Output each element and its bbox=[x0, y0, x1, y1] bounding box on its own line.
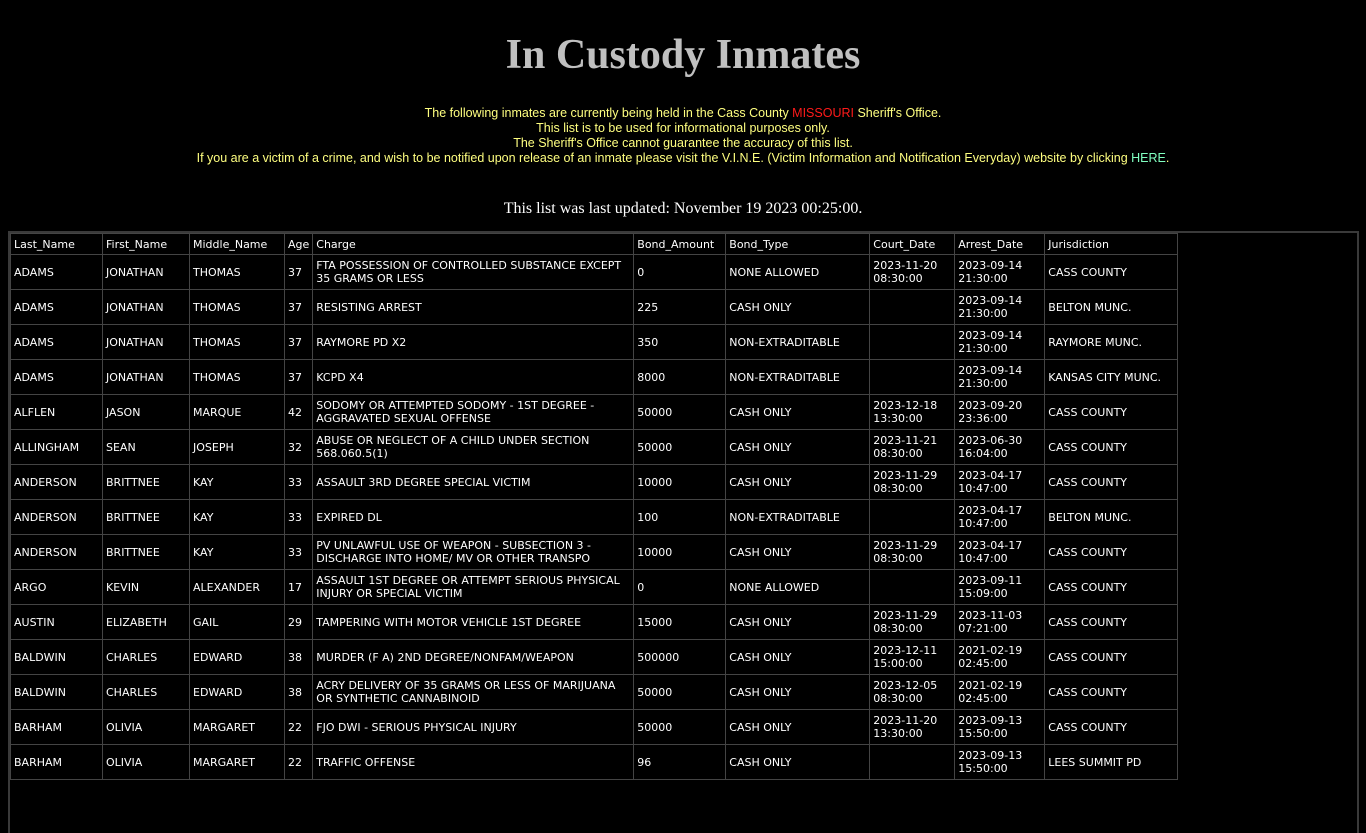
table-row bbox=[11, 605, 1178, 640]
cell-first-name: CHARLES bbox=[103, 640, 190, 675]
cell-age: 22 bbox=[285, 745, 313, 780]
cell-bond-type: NONE ALLOWED bbox=[726, 255, 870, 290]
cell-court-date bbox=[870, 290, 955, 325]
cell-bond-type: NON-EXTRADITABLE bbox=[726, 325, 870, 360]
cell-middle-name: EDWARD bbox=[190, 675, 285, 710]
column-header-bond-amount: Bond_Amount bbox=[634, 234, 726, 255]
cell-bond-amount: 8000 bbox=[634, 360, 726, 395]
cell-jurisdiction: CASS COUNTY bbox=[1045, 395, 1178, 430]
notice-text: This list is to be used for informational purposes only. bbox=[536, 121, 830, 135]
table-row bbox=[11, 290, 1178, 325]
cell-middle-name: EDWARD bbox=[190, 640, 285, 675]
cell-bond-amount: 350 bbox=[634, 325, 726, 360]
cell-age: 33 bbox=[285, 535, 313, 570]
cell-middle-name: KAY bbox=[190, 500, 285, 535]
cell-first-name: OLIVIA bbox=[103, 745, 190, 780]
cell-jurisdiction: CASS COUNTY bbox=[1045, 640, 1178, 675]
column-header-age: Age bbox=[285, 234, 313, 255]
cell-bond-amount: 500000 bbox=[634, 640, 726, 675]
cell-jurisdiction: CASS COUNTY bbox=[1045, 605, 1178, 640]
cell-bond-amount: 0 bbox=[634, 255, 726, 290]
cell-jurisdiction: CASS COUNTY bbox=[1045, 535, 1178, 570]
cell-jurisdiction: KANSAS CITY MUNC. bbox=[1045, 360, 1178, 395]
cell-charge: FJO DWI - SERIOUS PHYSICAL INJURY bbox=[313, 710, 634, 745]
cell-last-name: ALLINGHAM bbox=[11, 430, 103, 465]
cell-last-name: ADAMS bbox=[11, 325, 103, 360]
cell-jurisdiction: LEES SUMMIT PD bbox=[1045, 745, 1178, 780]
cell-bond-type: CASH ONLY bbox=[726, 640, 870, 675]
cell-arrest-date: 2023-09-14 21:30:00 bbox=[955, 255, 1045, 290]
column-header-charge: Charge bbox=[313, 234, 634, 255]
cell-charge: RAYMORE PD X2 bbox=[313, 325, 634, 360]
cell-first-name: CHARLES bbox=[103, 675, 190, 710]
cell-first-name: OLIVIA bbox=[103, 710, 190, 745]
cell-court-date bbox=[870, 325, 955, 360]
cell-court-date: 2023-11-29 08:30:00 bbox=[870, 465, 955, 500]
table-row bbox=[11, 675, 1178, 710]
cell-last-name: ADAMS bbox=[11, 360, 103, 395]
cell-age: 29 bbox=[285, 605, 313, 640]
table-row bbox=[11, 325, 1178, 360]
cell-bond-type: CASH ONLY bbox=[726, 710, 870, 745]
table-row bbox=[11, 255, 1178, 290]
cell-bond-amount: 10000 bbox=[634, 465, 726, 500]
cell-bond-amount: 96 bbox=[634, 745, 726, 780]
cell-last-name: ARGO bbox=[11, 570, 103, 605]
cell-charge: RESISTING ARREST bbox=[313, 290, 634, 325]
cell-jurisdiction: CASS COUNTY bbox=[1045, 570, 1178, 605]
cell-court-date: 2023-11-29 08:30:00 bbox=[870, 605, 955, 640]
cell-last-name: ANDERSON bbox=[11, 500, 103, 535]
notice bbox=[0, 106, 1366, 166]
cell-bond-amount: 50000 bbox=[634, 430, 726, 465]
cell-age: 33 bbox=[285, 500, 313, 535]
state-name: MISSOURI bbox=[792, 106, 854, 120]
cell-court-date: 2023-11-20 08:30:00 bbox=[870, 255, 955, 290]
cell-court-date bbox=[870, 360, 955, 395]
table-row bbox=[11, 710, 1178, 745]
cell-arrest-date: 2023-06-30 16:04:00 bbox=[955, 430, 1045, 465]
cell-middle-name: JOSEPH bbox=[190, 430, 285, 465]
cell-middle-name: MARQUE bbox=[190, 395, 285, 430]
cell-bond-type: CASH ONLY bbox=[726, 675, 870, 710]
notice-text: The Sheriff's Office cannot guarantee the accuracy of this list. bbox=[513, 136, 853, 150]
table-row bbox=[11, 360, 1178, 395]
cell-arrest-date: 2023-11-03 07:21:00 bbox=[955, 605, 1045, 640]
cell-bond-amount: 50000 bbox=[634, 395, 726, 430]
cell-middle-name: ALEXANDER bbox=[190, 570, 285, 605]
cell-bond-amount: 10000 bbox=[634, 535, 726, 570]
table-row bbox=[11, 745, 1178, 780]
cell-bond-type: CASH ONLY bbox=[726, 745, 870, 780]
cell-arrest-date: 2023-09-13 15:50:00 bbox=[955, 710, 1045, 745]
cell-bond-amount: 50000 bbox=[634, 710, 726, 745]
cell-arrest-date: 2023-09-11 15:09:00 bbox=[955, 570, 1045, 605]
inmate-table bbox=[10, 233, 1178, 780]
cell-charge: FTA POSSESSION OF CONTROLLED SUBSTANCE EXCEPT 35 GRAMS OR LESS bbox=[313, 255, 634, 290]
cell-bond-type: CASH ONLY bbox=[726, 605, 870, 640]
cell-age: 33 bbox=[285, 465, 313, 500]
cell-bond-amount: 225 bbox=[634, 290, 726, 325]
last-updated: This list was last updated: November 19 2023 00:25:00. bbox=[503, 200, 863, 217]
column-header-jurisdiction: Jurisdiction bbox=[1045, 234, 1178, 255]
cell-jurisdiction: CASS COUNTY bbox=[1045, 465, 1178, 500]
cell-first-name: SEAN bbox=[103, 430, 190, 465]
column-header-court-date: Court_Date bbox=[870, 234, 955, 255]
notice-text: If you are a victim of a crime, and wish to be notified upon release of an inmate please visit the V.I.N.E. (Victim Information and Notification Everyday) website by clicking bbox=[196, 151, 1132, 165]
cell-arrest-date: 2021-02-19 02:45:00 bbox=[955, 640, 1045, 675]
vine-here-link[interactable]: HERE bbox=[1131, 151, 1166, 165]
cell-age: 38 bbox=[285, 675, 313, 710]
cell-first-name: BRITTNEE bbox=[103, 500, 190, 535]
cell-bond-type: CASH ONLY bbox=[726, 430, 870, 465]
cell-arrest-date: 2023-04-17 10:47:00 bbox=[955, 500, 1045, 535]
cell-jurisdiction: CASS COUNTY bbox=[1045, 675, 1178, 710]
cell-middle-name: MARGARET bbox=[190, 745, 285, 780]
cell-last-name: BALDWIN bbox=[11, 675, 103, 710]
cell-bond-type: NON-EXTRADITABLE bbox=[726, 360, 870, 395]
cell-last-name: BARHAM bbox=[11, 710, 103, 745]
cell-first-name: BRITTNEE bbox=[103, 535, 190, 570]
cell-age: 38 bbox=[285, 640, 313, 675]
cell-last-name: BALDWIN bbox=[11, 640, 103, 675]
cell-middle-name: THOMAS bbox=[190, 360, 285, 395]
cell-bond-amount: 15000 bbox=[634, 605, 726, 640]
cell-jurisdiction: CASS COUNTY bbox=[1045, 710, 1178, 745]
cell-last-name: AUSTIN bbox=[11, 605, 103, 640]
cell-age: 37 bbox=[285, 325, 313, 360]
cell-jurisdiction: RAYMORE MUNC. bbox=[1045, 325, 1178, 360]
cell-court-date: 2023-12-05 08:30:00 bbox=[870, 675, 955, 710]
cell-last-name: ADAMS bbox=[11, 290, 103, 325]
cell-first-name: JONATHAN bbox=[103, 290, 190, 325]
column-header-middle-name: Middle_Name bbox=[190, 234, 285, 255]
cell-charge: PV UNLAWFUL USE OF WEAPON - SUBSECTION 3 - DISCHARGE INTO HOME/ MV OR OTHER TRANSPO bbox=[313, 535, 634, 570]
cell-first-name: ELIZABETH bbox=[103, 605, 190, 640]
cell-charge: ABUSE OR NEGLECT OF A CHILD UNDER SECTION 568.060.5(1) bbox=[313, 430, 634, 465]
cell-arrest-date: 2023-09-14 21:30:00 bbox=[955, 325, 1045, 360]
cell-bond-type: CASH ONLY bbox=[726, 395, 870, 430]
cell-jurisdiction: BELTON MUNC. bbox=[1045, 500, 1178, 535]
cell-middle-name: THOMAS bbox=[190, 255, 285, 290]
cell-last-name: ANDERSON bbox=[11, 465, 103, 500]
cell-first-name: JASON bbox=[103, 395, 190, 430]
column-header-first-name: First_Name bbox=[103, 234, 190, 255]
cell-arrest-date: 2021-02-19 02:45:00 bbox=[955, 675, 1045, 710]
cell-age: 17 bbox=[285, 570, 313, 605]
cell-jurisdiction: CASS COUNTY bbox=[1045, 430, 1178, 465]
page-title: In Custody Inmates bbox=[505, 32, 861, 78]
cell-arrest-date: 2023-09-13 15:50:00 bbox=[955, 745, 1045, 780]
cell-age: 22 bbox=[285, 710, 313, 745]
table-header-row bbox=[11, 234, 1178, 255]
table-row bbox=[11, 430, 1178, 465]
inmate-table-container bbox=[8, 231, 1359, 833]
cell-middle-name: GAIL bbox=[190, 605, 285, 640]
cell-court-date: 2023-12-18 13:30:00 bbox=[870, 395, 955, 430]
cell-age: 37 bbox=[285, 290, 313, 325]
cell-jurisdiction: BELTON MUNC. bbox=[1045, 290, 1178, 325]
cell-middle-name: KAY bbox=[190, 535, 285, 570]
cell-first-name: BRITTNEE bbox=[103, 465, 190, 500]
cell-middle-name: KAY bbox=[190, 465, 285, 500]
notice-text: The following inmates are currently being held in the Cass County bbox=[424, 106, 793, 120]
cell-charge: ASSAULT 3RD DEGREE SPECIAL VICTIM bbox=[313, 465, 634, 500]
cell-court-date bbox=[870, 500, 955, 535]
cell-arrest-date: 2023-04-17 10:47:00 bbox=[955, 465, 1045, 500]
cell-charge: TAMPERING WITH MOTOR VEHICLE 1ST DEGREE bbox=[313, 605, 634, 640]
cell-last-name: ANDERSON bbox=[11, 535, 103, 570]
cell-arrest-date: 2023-09-14 21:30:00 bbox=[955, 290, 1045, 325]
cell-age: 37 bbox=[285, 360, 313, 395]
table-row bbox=[11, 640, 1178, 675]
cell-bond-type: NON-EXTRADITABLE bbox=[726, 500, 870, 535]
cell-last-name: ALFLEN bbox=[11, 395, 103, 430]
notice-text: . bbox=[1165, 151, 1170, 165]
table-row bbox=[11, 570, 1178, 605]
cell-first-name: KEVIN bbox=[103, 570, 190, 605]
column-header-bond-type: Bond_Type bbox=[726, 234, 870, 255]
cell-arrest-date: 2023-09-14 21:30:00 bbox=[955, 360, 1045, 395]
column-header-last-name: Last_Name bbox=[11, 234, 103, 255]
cell-charge: SODOMY OR ATTEMPTED SODOMY - 1ST DEGREE - AGGRAVATED SEXUAL OFFENSE bbox=[313, 395, 634, 430]
cell-age: 37 bbox=[285, 255, 313, 290]
cell-bond-type: CASH ONLY bbox=[726, 535, 870, 570]
cell-bond-amount: 0 bbox=[634, 570, 726, 605]
cell-charge: ASSAULT 1ST DEGREE OR ATTEMPT SERIOUS PHYSICAL INJURY OR SPECIAL VICTIM bbox=[313, 570, 634, 605]
cell-middle-name: THOMAS bbox=[190, 325, 285, 360]
cell-bond-type: CASH ONLY bbox=[726, 290, 870, 325]
cell-bond-amount: 100 bbox=[634, 500, 726, 535]
cell-last-name: ADAMS bbox=[11, 255, 103, 290]
cell-middle-name: MARGARET bbox=[190, 710, 285, 745]
table-row bbox=[11, 500, 1178, 535]
cell-court-date: 2023-11-29 08:30:00 bbox=[870, 535, 955, 570]
cell-court-date bbox=[870, 745, 955, 780]
cell-charge: MURDER (F A) 2ND DEGREE/NONFAM/WEAPON bbox=[313, 640, 634, 675]
cell-court-date: 2023-11-20 13:30:00 bbox=[870, 710, 955, 745]
column-header-arrest-date: Arrest_Date bbox=[955, 234, 1045, 255]
cell-court-date: 2023-12-11 15:00:00 bbox=[870, 640, 955, 675]
cell-age: 32 bbox=[285, 430, 313, 465]
cell-court-date: 2023-11-21 08:30:00 bbox=[870, 430, 955, 465]
cell-charge: TRAFFIC OFFENSE bbox=[313, 745, 634, 780]
cell-jurisdiction: CASS COUNTY bbox=[1045, 255, 1178, 290]
cell-charge: ACRY DELIVERY OF 35 GRAMS OR LESS OF MARIJUANA OR SYNTHETIC CANNABINOID bbox=[313, 675, 634, 710]
cell-bond-type: NONE ALLOWED bbox=[726, 570, 870, 605]
cell-first-name: JONATHAN bbox=[103, 255, 190, 290]
cell-charge: KCPD X4 bbox=[313, 360, 634, 395]
cell-arrest-date: 2023-09-20 23:36:00 bbox=[955, 395, 1045, 430]
cell-court-date bbox=[870, 570, 955, 605]
cell-last-name: BARHAM bbox=[11, 745, 103, 780]
cell-middle-name: THOMAS bbox=[190, 290, 285, 325]
cell-bond-amount: 50000 bbox=[634, 675, 726, 710]
table-row bbox=[11, 465, 1178, 500]
cell-age: 42 bbox=[285, 395, 313, 430]
cell-charge: EXPIRED DL bbox=[313, 500, 634, 535]
cell-bond-type: CASH ONLY bbox=[726, 465, 870, 500]
notice-text: Sheriff's Office. bbox=[853, 106, 942, 120]
table-row bbox=[11, 535, 1178, 570]
cell-arrest-date: 2023-04-17 10:47:00 bbox=[955, 535, 1045, 570]
cell-first-name: JONATHAN bbox=[103, 325, 190, 360]
cell-first-name: JONATHAN bbox=[103, 360, 190, 395]
table-row bbox=[11, 395, 1178, 430]
